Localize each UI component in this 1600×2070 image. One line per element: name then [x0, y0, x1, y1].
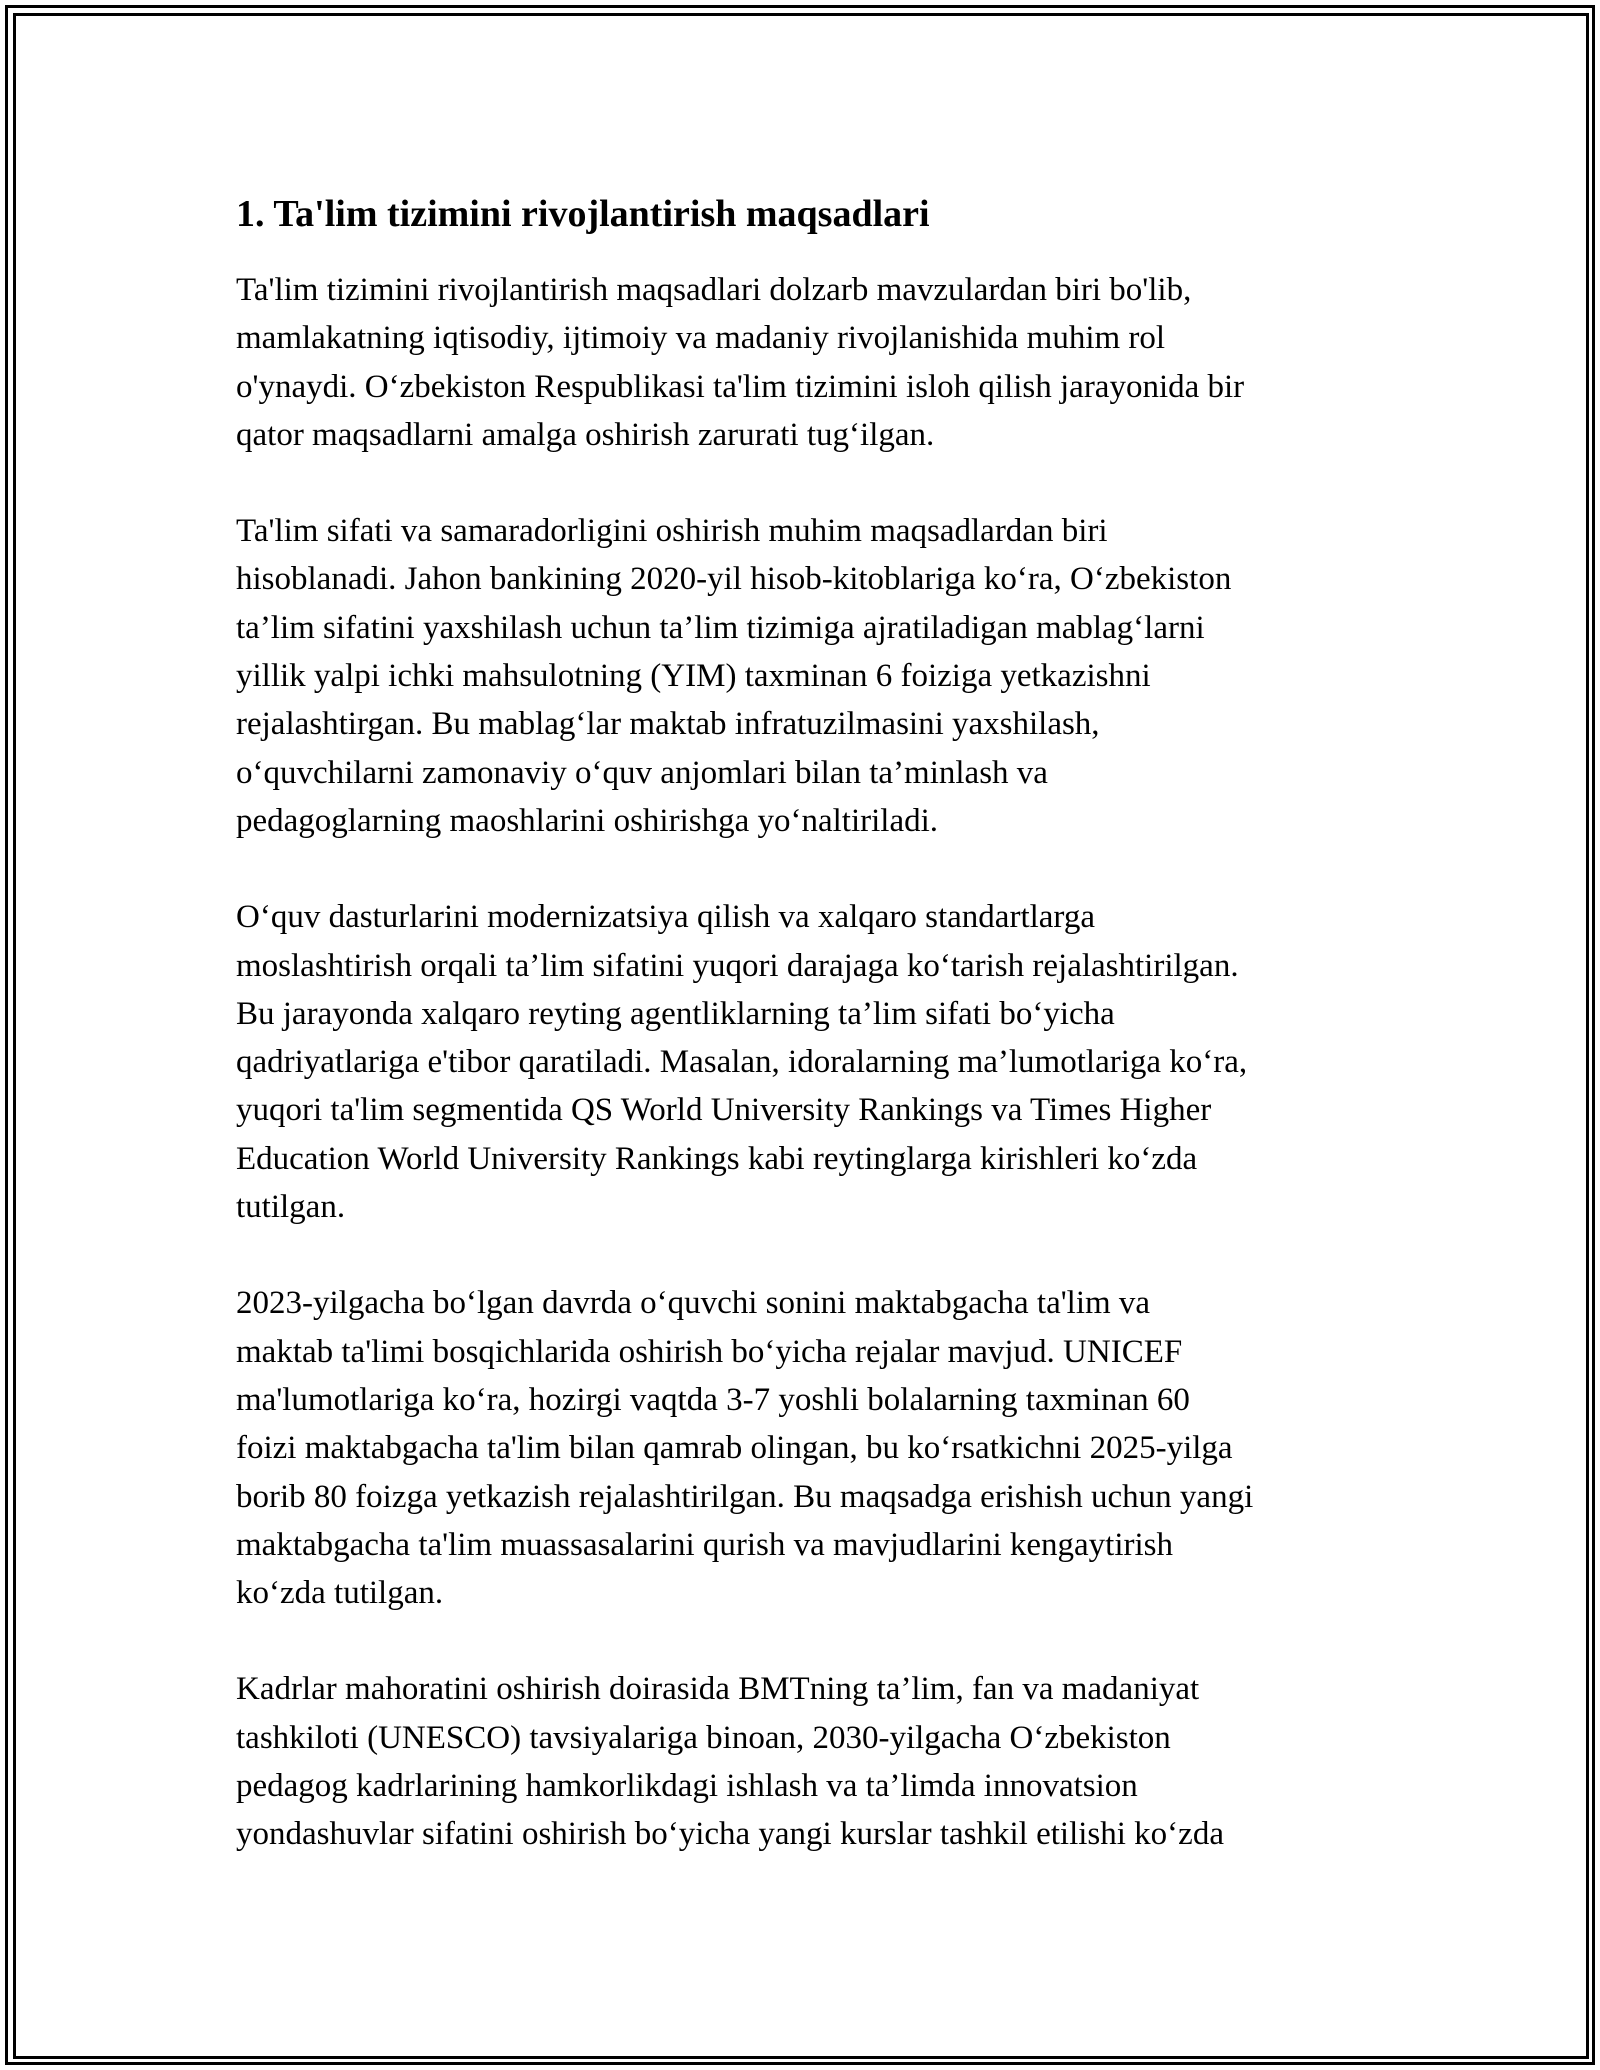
text-line: maktabgacha ta'lim muassasalarini qurish va mavjudlarini kengaytirish	[236, 1526, 1174, 1563]
text-line: o'ynaydi. O‘zbekiston Respublikasi ta'lim tizimini isloh qilish jarayonida bir	[236, 368, 1245, 405]
text-line: ko‘zda tutilgan.	[236, 1575, 444, 1612]
section-heading: 1. Ta'lim tizimini rivojlantirish maqsadlari	[236, 193, 930, 235]
text-line: Bu jarayonda xalqaro reyting agentliklarning ta’lim sifati bo‘yicha	[236, 995, 1115, 1032]
text-line: qadriyatlariga e'tibor qaratiladi. Masalan, idoralarning ma’lumotlariga ko‘ra,	[236, 1044, 1248, 1081]
text-line: Ta'lim sifati va samaradorligini oshirish muhim maqsadlardan biri	[236, 513, 1108, 550]
text-line: tutilgan.	[236, 1189, 346, 1226]
paragraph-1	[236, 266, 1376, 459]
text-line: hisoblanadi. Jahon bankining 2020-yil hisob-kitoblariga ko‘ra, O‘zbekiston	[236, 561, 1232, 598]
text-line: o‘quvchilarni zamonaviy o‘quv anjomlari bilan ta’minlash va	[236, 754, 1048, 791]
paragraph-3	[236, 893, 1376, 1231]
text-line: yillik yalpi ichki mahsulotning (YIM) taxminan 6 foiziga yetkazishni	[236, 658, 1151, 695]
paragraph-4	[236, 1279, 1376, 1617]
text-line: yondashuvlar sifatini oshirish bo‘yicha yangi kurslar tashkil etilishi ko‘zda	[236, 1816, 1224, 1853]
text-line: pedagoglarning maoshlarini oshirishga yo‘naltiriladi.	[236, 802, 939, 839]
text-line: maktab ta'limi bosqichlarida oshirish bo‘yicha rejalar mavjud. UNICEF	[236, 1333, 1183, 1370]
document-body	[236, 188, 1376, 1907]
text-line: pedagog kadrlarining hamkorlikdagi ishlash va ta’limda innovatsion	[236, 1768, 1138, 1805]
text-line: rejalashtirgan. Bu mablag‘lar maktab infratuzilmasini yaxshilash,	[236, 706, 1100, 743]
text-line: foizi maktabgacha ta'lim bilan qamrab olingan, bu ko‘rsatkichni 2025-yilga	[236, 1430, 1233, 1467]
text-line: O‘quv dasturlarini modernizatsiya qilish va xalqaro standartlarga	[236, 899, 1095, 936]
text-line: Kadrlar mahoratini oshirish doirasida BMTning ta’lim, fan va madaniyat	[236, 1671, 1200, 1708]
text-line: borib 80 foizga yetkazish rejalashtirilgan. Bu maqsadga erishish uchun yangi	[236, 1478, 1254, 1515]
text-line: Education World University Rankings kabi reytinglarga kirishleri ko‘zda	[236, 1140, 1198, 1177]
text-line: Ta'lim tizimini rivojlantirish maqsadlari dolzarb mavzulardan biri bo'lib,	[236, 272, 1192, 308]
text-line: moslashtirish orqali ta’lim sifatini yuqori darajaga ko‘tarish rejalashtirilgan.	[236, 947, 1239, 984]
text-line: mamlakatning iqtisodiy, ijtimoiy va madaniy rivojlanishida muhim rol	[236, 320, 1166, 357]
text-line: yuqori ta'lim segmentida QS World University Rankings va Times Higher	[236, 1092, 1212, 1129]
paragraph-2	[236, 507, 1376, 845]
text-line: ma'lumotlariga ko‘ra, hozirgi vaqtda 3-7 yoshli bolalarning taxminan 60	[236, 1381, 1190, 1418]
text-line: tashkiloti (UNESCO) tavsiyalariga binoan, 2030-yilgacha O‘zbekiston	[236, 1719, 1171, 1756]
text-line: 2023-yilgacha bo‘lgan davrda o‘quvchi sonini maktabgacha ta'lim va	[236, 1285, 1151, 1322]
paragraph-5	[236, 1665, 1376, 1858]
text-line: qator maqsadlarni amalga oshirish zarurati tug‘ilgan.	[236, 416, 935, 453]
text-line: ta’lim sifatini yaxshilash uchun ta’lim tizimiga ajratiladigan mablag‘larni	[236, 609, 1205, 646]
